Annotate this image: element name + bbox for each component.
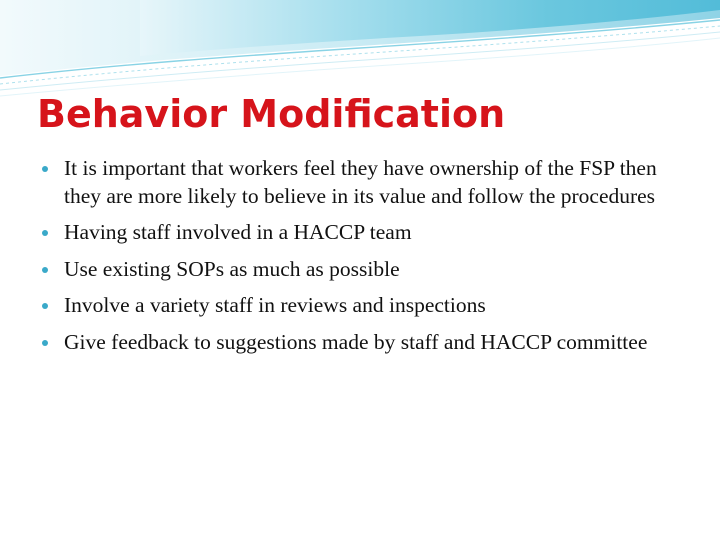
bullet-dot-icon [42,303,48,309]
bullet-dot-icon [42,267,48,273]
bullet-text: Give feedback to suggestions made by staff and HACCP committee [64,329,648,354]
bullet-dot-icon [42,166,48,172]
bullet-text: Use existing SOPs as much as possible [64,256,400,281]
bullet-list [36,155,676,365]
bullet-text: Involve a variety staff in reviews and inspections [64,293,486,317]
bullet-item [36,219,676,247]
bullet-item [36,292,676,320]
slide-title: Behavior Modification [37,92,506,136]
bullet-item [36,256,676,284]
bullet-dot-icon [42,340,48,346]
bullet-text: It is important that workers feel they have ownership of the FSP then they are more likely to believe in its value and follow the procedures [64,156,657,208]
bullet-item [36,155,676,210]
bullet-item [36,329,676,357]
bullet-text: Having staff involved in a HACCP team [64,220,412,244]
bullet-dot-icon [42,230,48,236]
